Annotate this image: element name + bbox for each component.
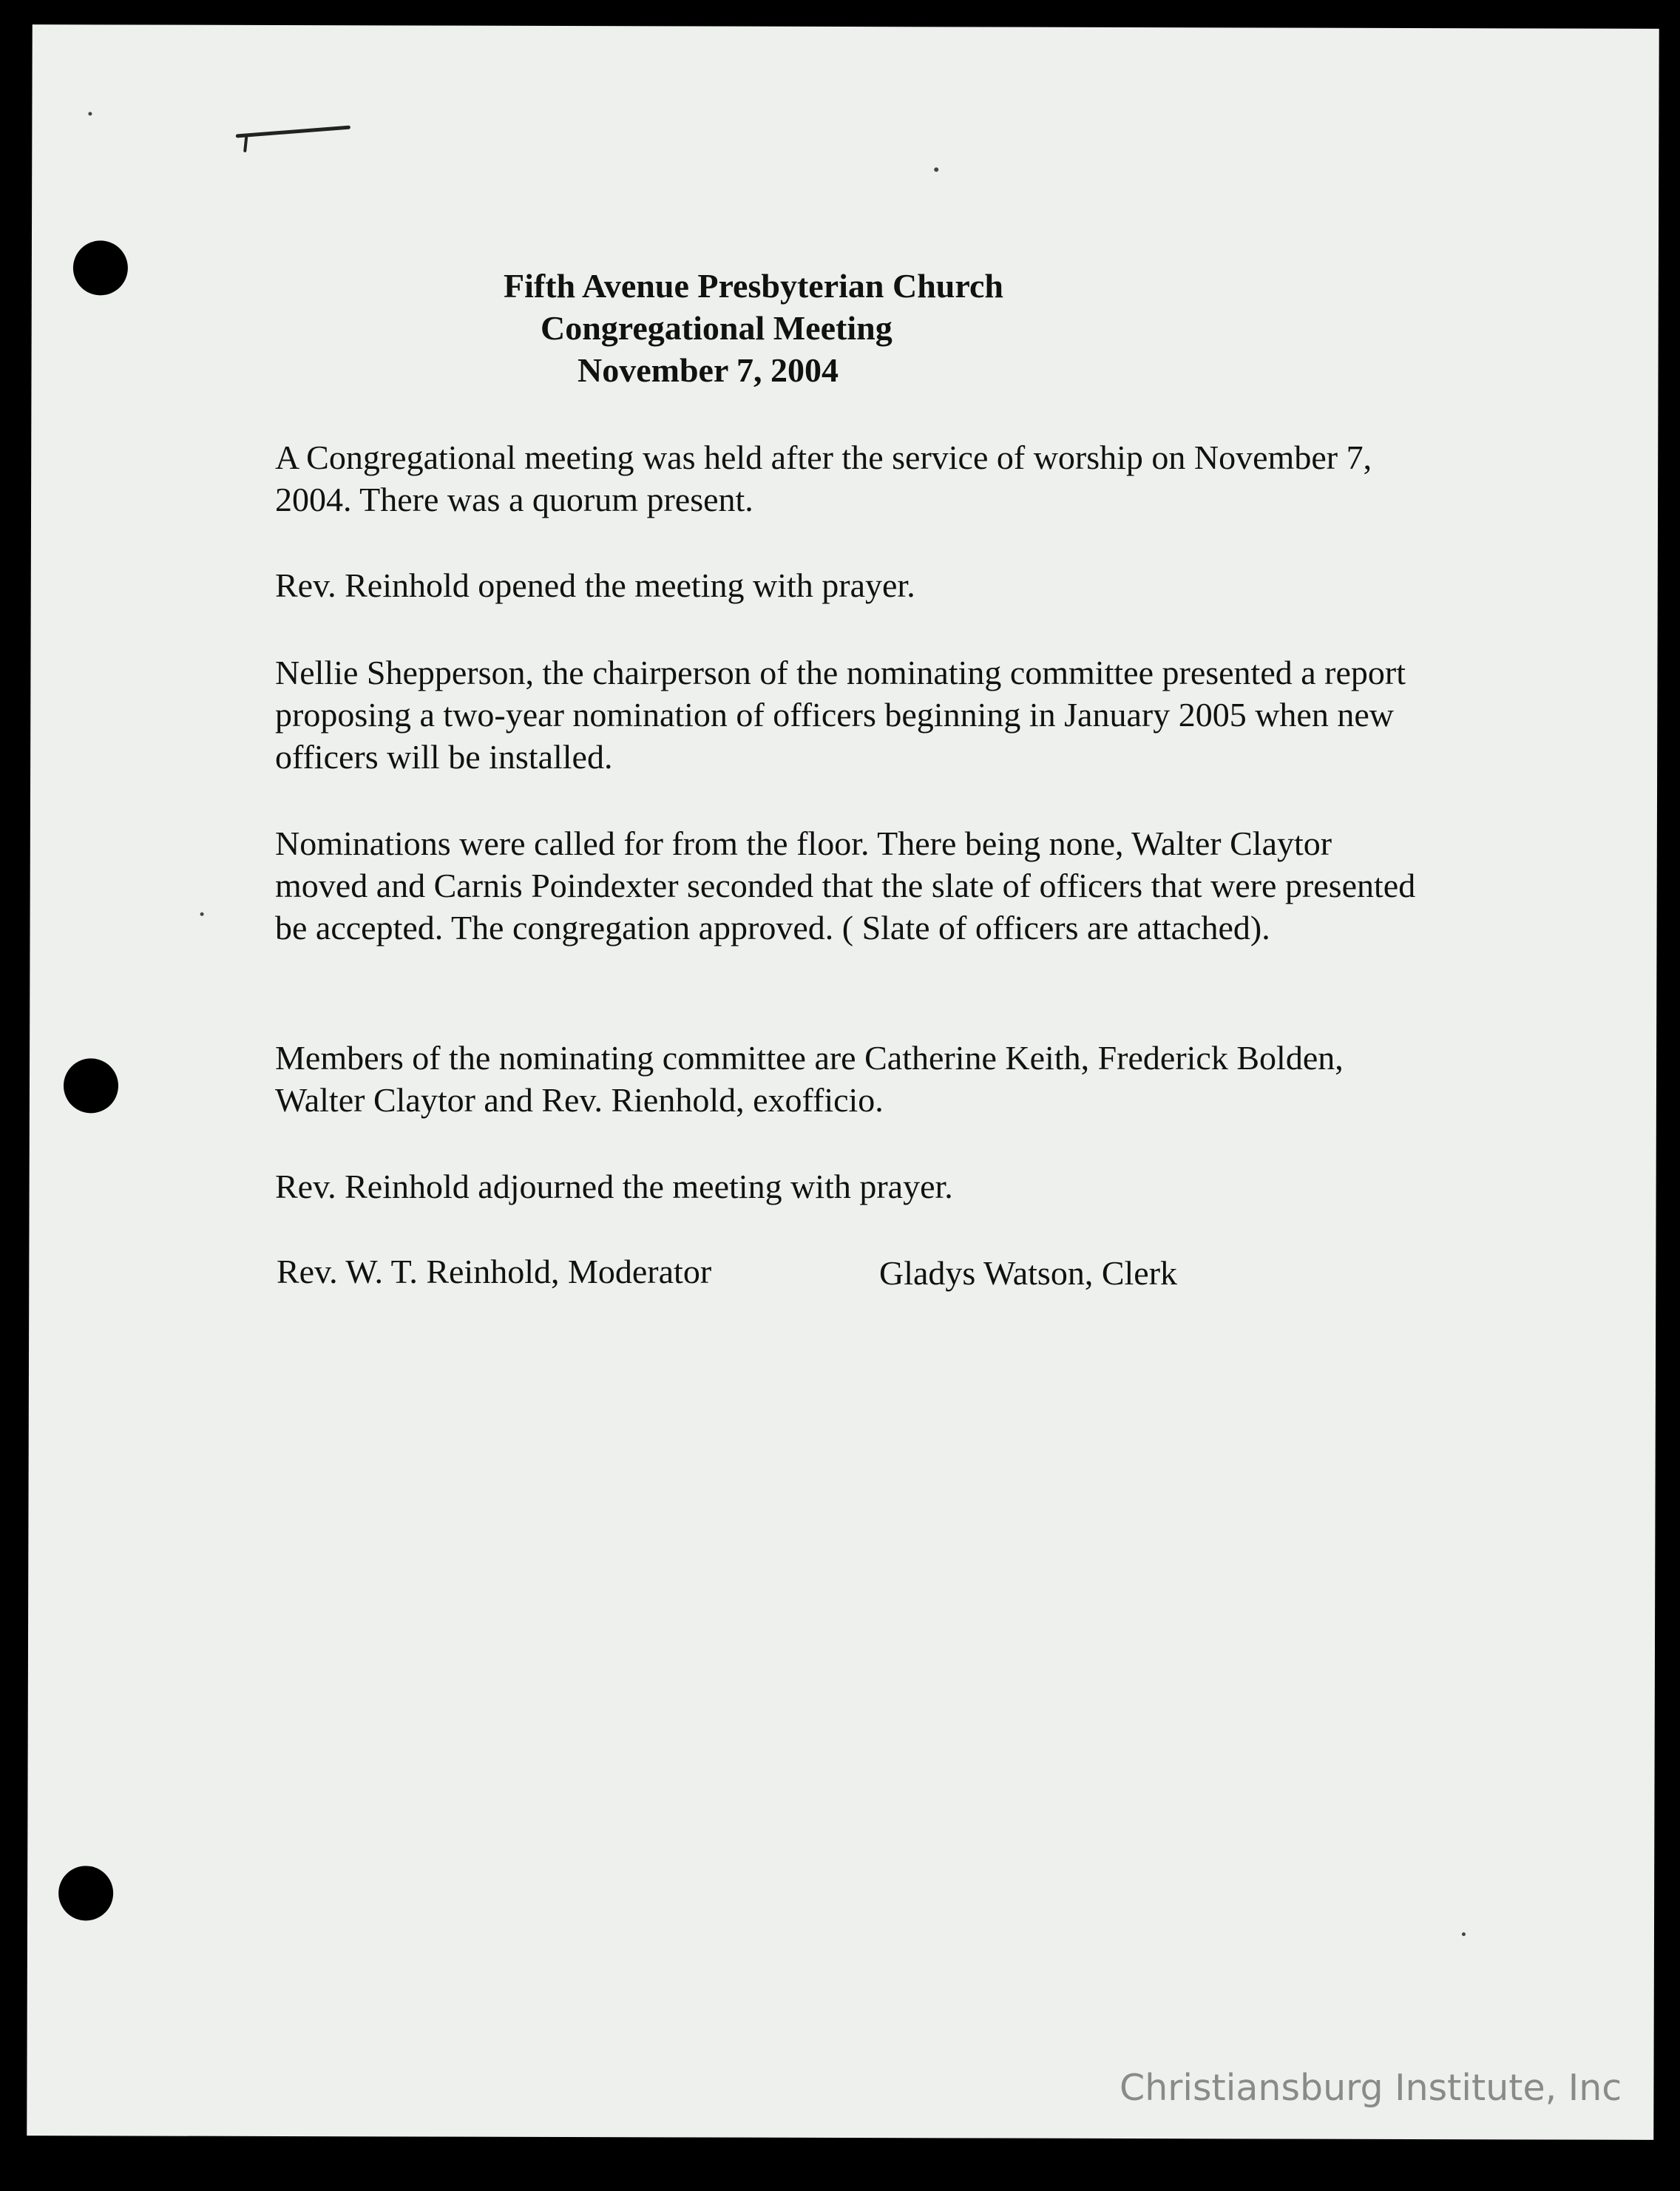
- paper-speck: [88, 112, 92, 115]
- paper-speck: [200, 912, 204, 916]
- punch-hole-top: [73, 240, 128, 295]
- paragraph-opening: A Congregational meeting was held after the service of worship on November 7, 2004. There was a quorum present.: [275, 438, 1372, 518]
- punch-hole-bottom: [58, 1866, 113, 1920]
- paper-speck: [934, 167, 938, 172]
- church-name-heading: Fifth Avenue Presbyterian Church: [504, 267, 1003, 305]
- paragraph-nominating-report: Nellie Shepperson, the chairperson of the nominating committee presented a report proposing a two-year nomination of officers beginning in January 2005 when new officers will be installed.: [275, 654, 1406, 776]
- punch-hole-middle: [64, 1058, 118, 1113]
- paragraph-adjourned: Rev. Reinhold adjourned the meeting with prayer.: [275, 1168, 953, 1205]
- meeting-type-heading: Congregational Meeting: [541, 309, 892, 347]
- pen-mark-icon: [230, 106, 356, 173]
- paragraph-committee-members: Members of the nominating committee are Catherine Keith, Frederick Bolden, Walter Claytor and Rev. Rienhold, exofficio.: [275, 1039, 1344, 1119]
- watermark-text: Christiansburg Institute, Inc: [1120, 2067, 1622, 2109]
- clerk-signature-line: Gladys Watson, Clerk: [879, 1254, 1178, 1292]
- paper-speck: [1462, 1932, 1466, 1936]
- meeting-date-heading: November 7, 2004: [578, 351, 839, 389]
- moderator-signature-line: Rev. W. T. Reinhold, Moderator: [277, 1253, 712, 1290]
- paragraph-nominations: Nominations were called for from the floor. There being none, Walter Claytor moved and Carnis Poindexter seconded that the slate of officers that were presented be accepted. The congregation approved. ( Slate of officers are attached).: [275, 824, 1416, 947]
- paragraph-prayer-open: Rev. Reinhold opened the meeting with prayer.: [275, 566, 915, 604]
